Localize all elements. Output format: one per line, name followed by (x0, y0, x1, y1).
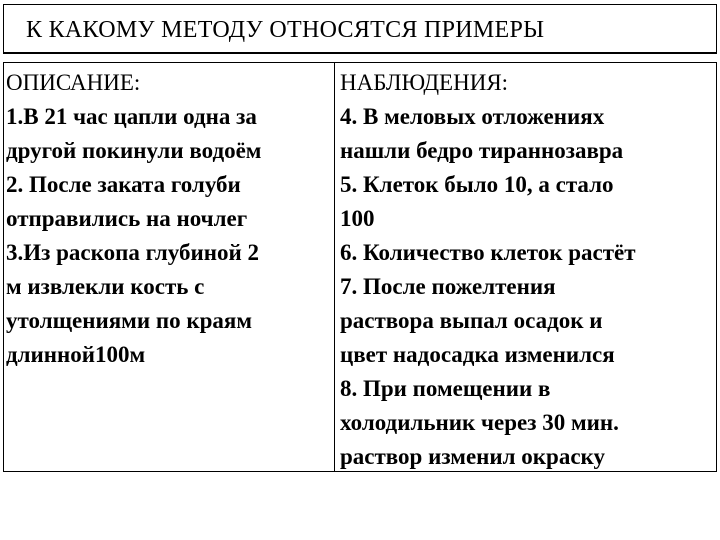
description-line: отправились на ночлег (6, 206, 248, 231)
column-divider (334, 63, 335, 471)
description-line: утолщениями по краям (6, 308, 252, 333)
observation-line: холодильник через 30 мин. (340, 410, 619, 435)
examples-table (3, 62, 717, 472)
description-column (6, 66, 328, 372)
observation-line: 4. В меловых отложениях (340, 104, 605, 129)
observation-line: 5. Клеток было 10, а стало (340, 172, 614, 197)
description-line: длинной100м (6, 342, 146, 367)
title-box (3, 4, 717, 54)
description-heading: ОПИСАНИЕ: (6, 70, 141, 95)
observation-line: раствор изменил окраску (340, 444, 605, 469)
observation-line: раствора выпал осадок и (340, 308, 603, 333)
observation-line: 8. При помещении в (340, 376, 551, 401)
description-line: 1.В 21 час цапли одна за (6, 104, 257, 129)
observation-line: 100 (340, 206, 375, 231)
observation-line: 6. Количество клеток растёт (340, 240, 636, 265)
description-line: 2. После заката голуби (6, 172, 241, 197)
observation-heading: НАБЛЮДЕНИЯ: (340, 70, 509, 95)
observation-column (340, 66, 712, 474)
description-line: 3.Из раскопа глубиной 2 (6, 240, 259, 265)
observation-line: 7. После пожелтения (340, 274, 556, 299)
observation-line: цвет надосадка изменился (340, 342, 615, 367)
description-line: другой покинули водоём (6, 138, 262, 163)
slide-title: К КАКОМУ МЕТОДУ ОТНОСЯТСЯ ПРИМЕРЫ (26, 17, 545, 43)
observation-line: нашли бедро тираннозавра (340, 138, 624, 163)
description-line: м извлекли кость с (6, 274, 205, 299)
